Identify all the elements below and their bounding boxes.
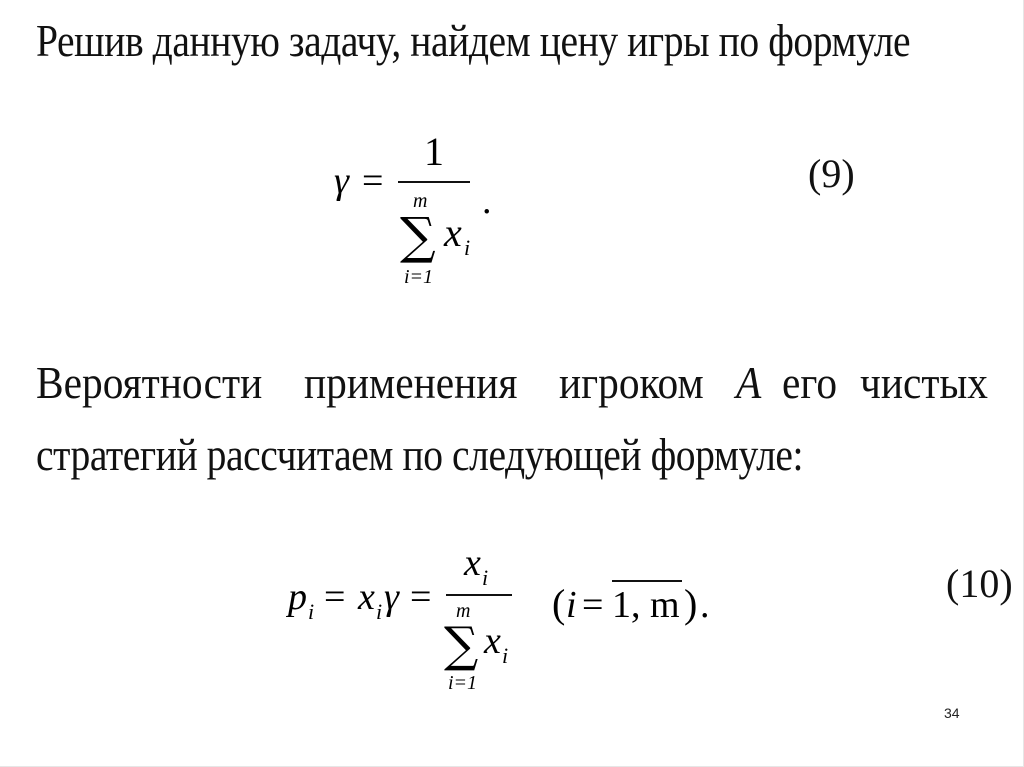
summand-x: x <box>484 620 501 662</box>
probability-text-line <box>36 356 1002 409</box>
equals-sign: = <box>362 160 384 202</box>
range-index: i <box>566 584 577 626</box>
x-subscript: i <box>376 599 383 624</box>
range-close-paren: ) <box>684 581 698 626</box>
player-a-label: A <box>736 357 762 408</box>
formula-period: . <box>482 180 492 222</box>
numerator-one: 1 <box>424 129 444 174</box>
sum-lower-limit: i=1 <box>404 266 434 288</box>
p-subscript: i <box>308 599 315 624</box>
equation-number-9: (9) <box>808 151 855 196</box>
strategy-text-line: стратегий рассчитаем по следующей формуле: <box>36 429 804 480</box>
range-value: 1, m <box>612 584 680 626</box>
gamma-symbol: γ <box>384 576 399 618</box>
sum-upper-limit: m <box>456 600 471 622</box>
numerator-subscript: i <box>482 565 489 590</box>
word: чистых <box>859 357 988 408</box>
numerator-x: x <box>464 542 481 584</box>
equation-number-10: (10) <box>946 561 1013 606</box>
x-symbol: x <box>358 576 375 618</box>
word: его <box>781 357 837 408</box>
p-symbol: p <box>288 576 307 618</box>
range-equals: = <box>582 584 604 626</box>
sum-symbol: ∑ <box>444 617 479 673</box>
range-open-paren: ( <box>552 581 566 626</box>
word: применения <box>304 357 518 408</box>
formula-period: . <box>700 584 710 626</box>
equals-sign: = <box>324 576 346 618</box>
gamma-symbol: γ <box>334 160 349 202</box>
summand-subscript: i <box>502 643 509 668</box>
formula-10 <box>286 537 806 697</box>
page-number: 34 <box>944 705 960 721</box>
equals-sign: = <box>410 576 432 618</box>
summand-subscript: i <box>464 235 471 260</box>
word: игроком <box>558 357 704 408</box>
word: Вероятности <box>36 357 263 408</box>
sum-upper-limit: m <box>413 190 428 212</box>
summand-x: x <box>444 210 462 255</box>
intro-text-line: Решив данную задачу, найдем цену игры по формуле <box>36 15 911 66</box>
formula-9 <box>320 125 840 295</box>
sum-lower-limit: i=1 <box>448 672 478 694</box>
sum-symbol: ∑ <box>400 207 436 265</box>
